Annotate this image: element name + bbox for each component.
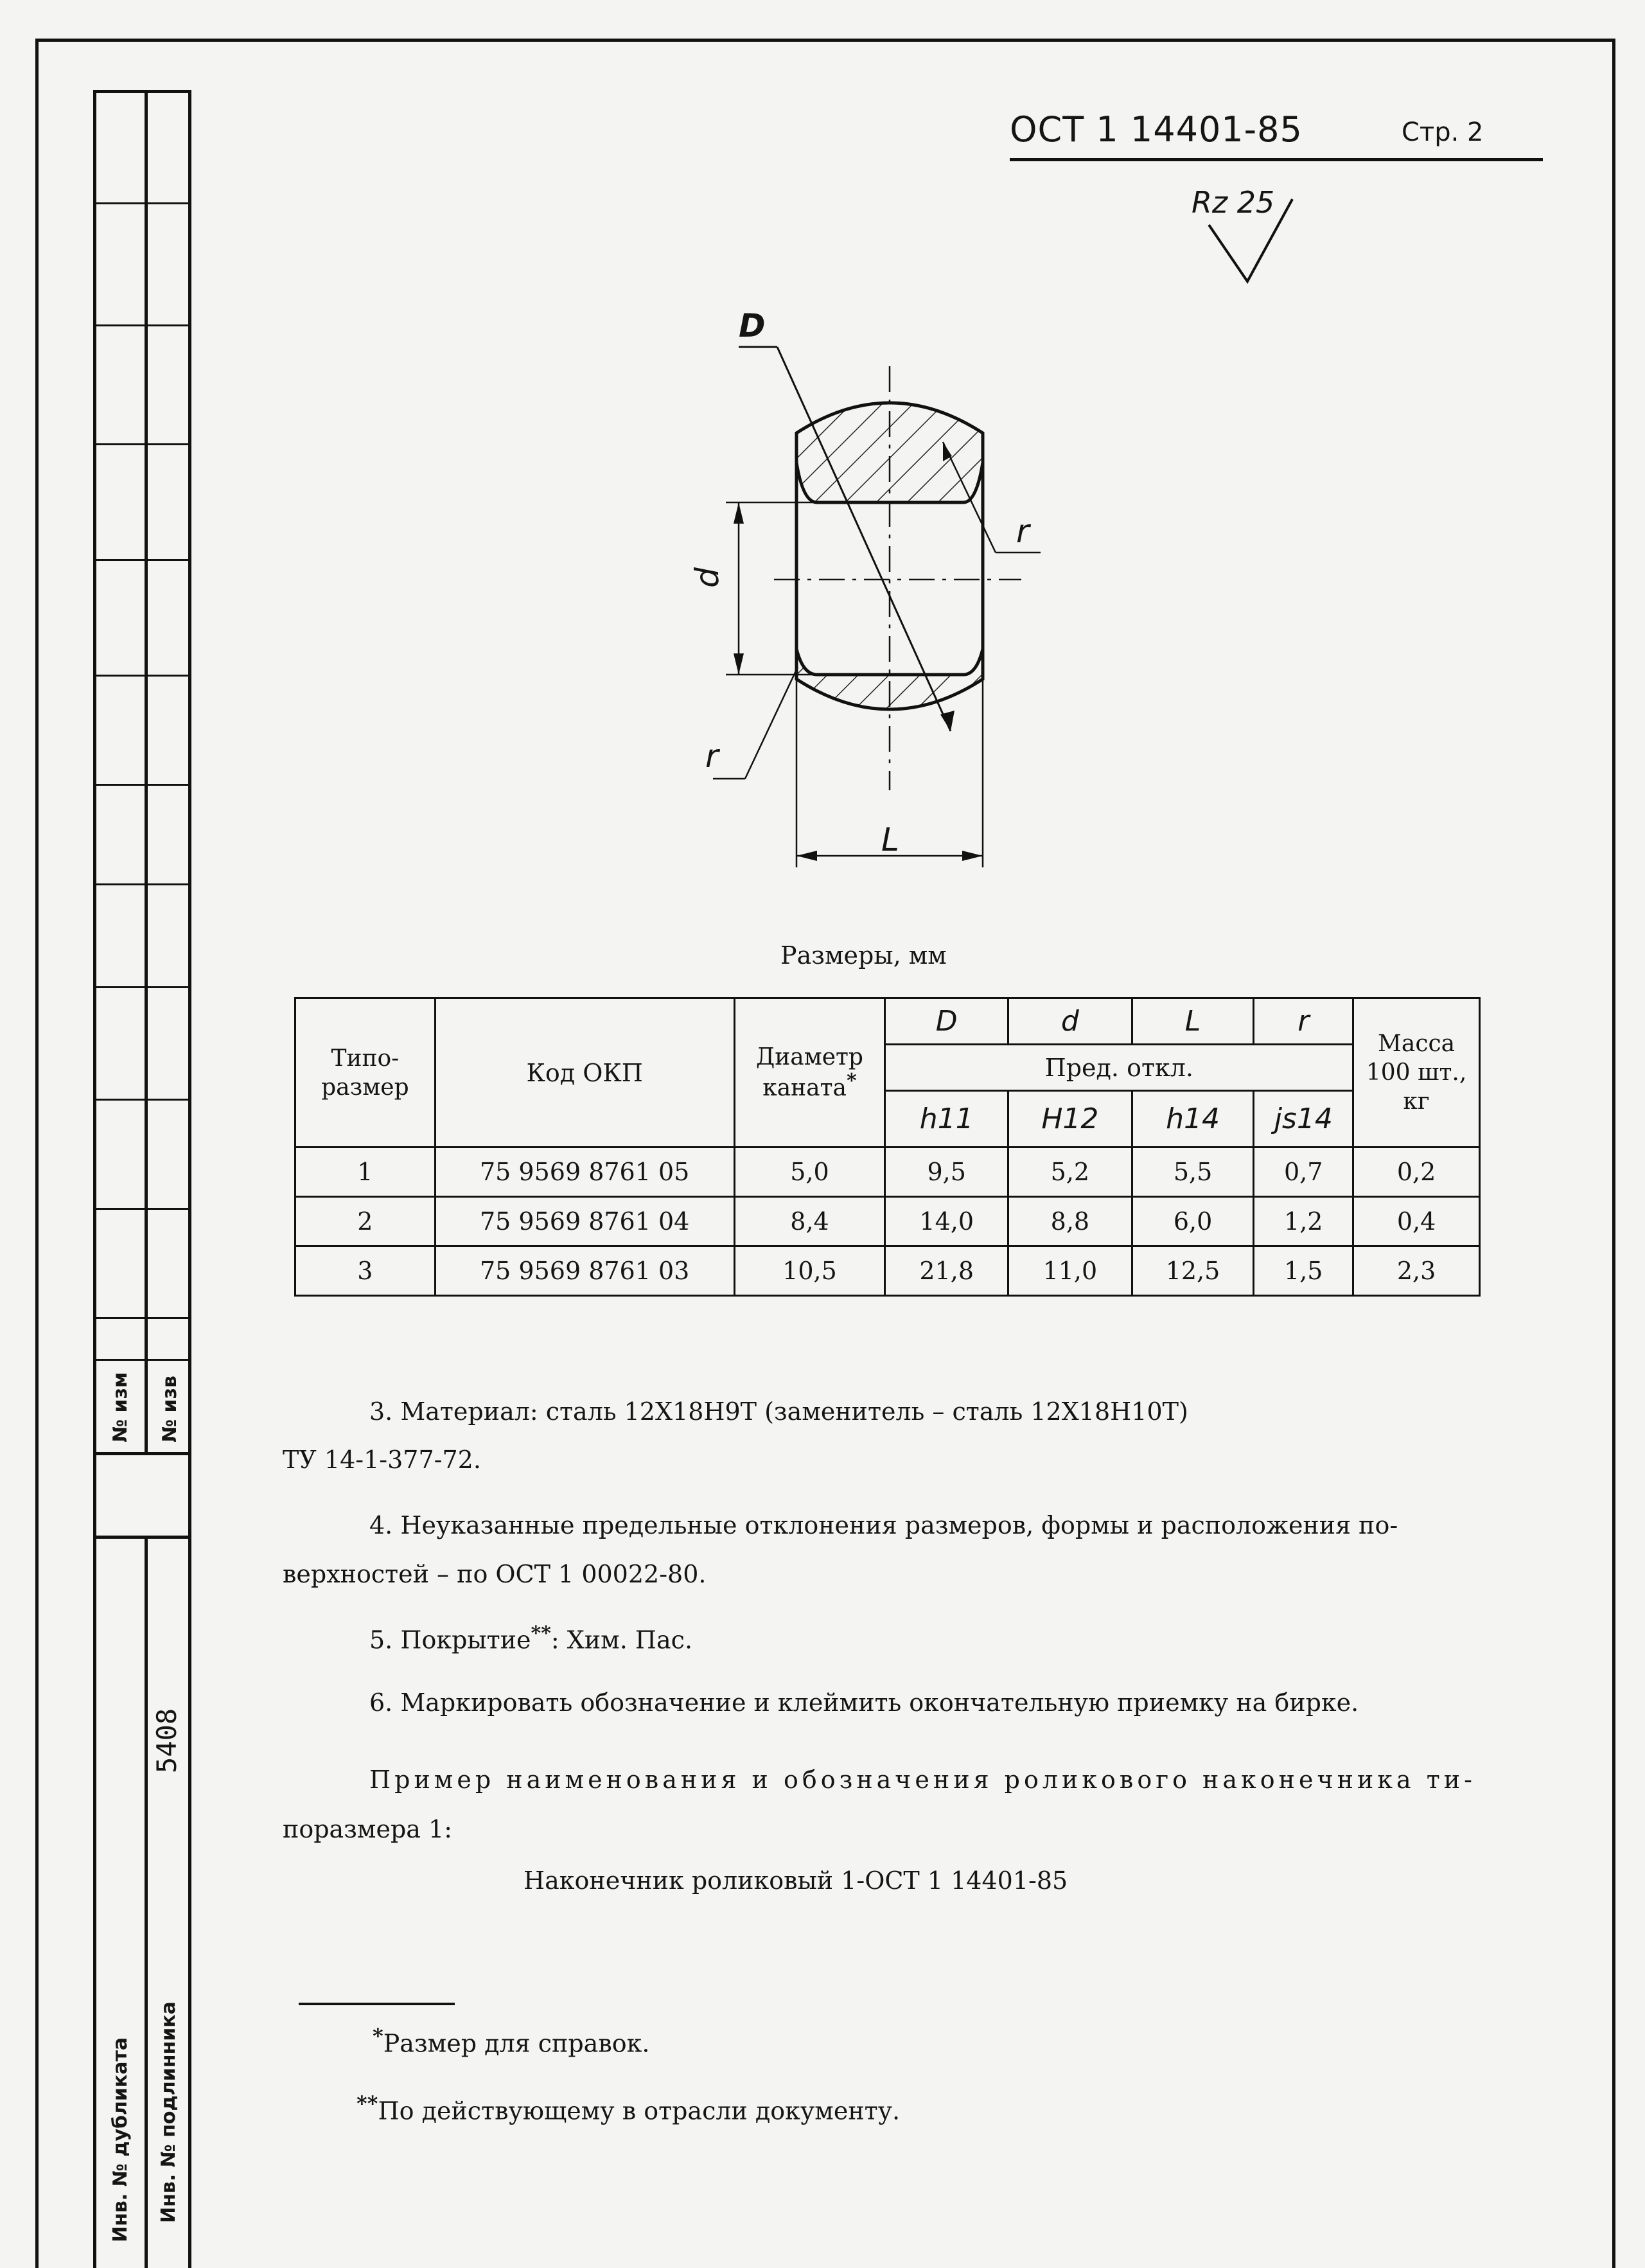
cell-r: 0,7	[1254, 1147, 1353, 1197]
note-4-line1: 4. Неуказанные предельные отклонения размеров, формы и расположения по-	[369, 1511, 1398, 1539]
table-row	[295, 1246, 1480, 1296]
header-tol-D: h11	[885, 1091, 1008, 1147]
example-line1: Пример наименования и обозначения роликового наконечника ти-	[369, 1766, 1476, 1794]
roughness-label: Rz 25	[1192, 185, 1275, 220]
label-L: L	[881, 821, 899, 858]
cell-L: 12,5	[1132, 1246, 1254, 1296]
cell-rope: 8,4	[734, 1197, 885, 1246]
cell-mass: 0,2	[1353, 1147, 1480, 1197]
cell-mass: 0,4	[1353, 1197, 1480, 1246]
cell-L: 6,0	[1132, 1197, 1254, 1246]
label-r-bottom: r	[705, 738, 719, 775]
cell-type: 1	[295, 1147, 435, 1197]
sidebar-izm: № изм	[109, 1372, 132, 1442]
roughness-symbol-icon	[1201, 193, 1298, 289]
document-code: ОСТ 1 14401-85	[1010, 109, 1303, 150]
table-caption: Размеры, мм	[780, 941, 947, 970]
cell-L: 5,5	[1132, 1147, 1254, 1197]
cell-okp: 75 9569 8761 03	[435, 1246, 734, 1296]
cell-D: 14,0	[885, 1197, 1008, 1246]
sidebar-number: 5408	[151, 1708, 182, 1773]
header-tol-L: h14	[1132, 1091, 1254, 1147]
cell-D: 9,5	[885, 1147, 1008, 1197]
sidebar-izv: № изв	[159, 1376, 181, 1442]
header-dim-d: d	[1008, 998, 1132, 1045]
label-d: d	[688, 567, 726, 588]
header-dim-D: D	[885, 998, 1008, 1045]
cell-type: 3	[295, 1246, 435, 1296]
cell-d: 5,2	[1008, 1147, 1132, 1197]
note-5: 5. Покрытие**: Хим. Пас.	[369, 1622, 693, 1654]
header-rope-diameter: Диаметр каната*	[734, 998, 885, 1147]
note-3-line2: ТУ 14-1-377-72.	[283, 1446, 481, 1474]
header-okp: Код ОКП	[435, 998, 734, 1147]
cell-D: 21,8	[885, 1246, 1008, 1296]
note-6: 6. Маркировать обозначение и клеймить окончательную приемку на бирке.	[369, 1688, 1359, 1717]
header-mass: Масса 100 шт., кг	[1353, 998, 1480, 1147]
cell-type: 2	[295, 1197, 435, 1246]
note-3-line1: 3. Материал: сталь 12Х18Н9Т (заменитель – сталь 12Х18Н10Т)	[369, 1397, 1188, 1426]
cell-okp: 75 9569 8761 05	[435, 1147, 734, 1197]
footnote-1: *Размер для справок.	[373, 2024, 650, 2058]
roller-drawing	[674, 302, 1137, 887]
cell-okp: 75 9569 8761 04	[435, 1197, 734, 1246]
cell-rope: 10,5	[734, 1246, 885, 1296]
header-type-size: Типо- размер	[295, 998, 435, 1147]
header-dim-r: r	[1254, 998, 1353, 1045]
header-dim-L: L	[1132, 998, 1254, 1045]
cell-r: 1,5	[1254, 1246, 1353, 1296]
cell-mass: 2,3	[1353, 1246, 1480, 1296]
example-line2: поразмера 1:	[283, 1815, 452, 1843]
label-D: D	[739, 307, 766, 344]
cell-d: 8,8	[1008, 1197, 1132, 1246]
header-tol-r: js14	[1254, 1091, 1353, 1147]
note-4-line2: верхностей – по ОСТ 1 00022-80.	[283, 1560, 707, 1588]
label-r-top: r	[1016, 513, 1030, 550]
header-tol-d: H12	[1008, 1091, 1132, 1147]
sidebar-dublikat: Инв. № дубликата	[109, 2037, 132, 2242]
header-tolerance-group: Пред. откл.	[885, 1045, 1353, 1091]
page-number: Стр. 2	[1402, 118, 1484, 147]
cell-rope: 5,0	[734, 1147, 885, 1197]
cell-r: 1,2	[1254, 1197, 1353, 1246]
table-row	[295, 1197, 1480, 1246]
designation-example: Наконечник роликовый 1-ОСТ 1 14401-85	[523, 1866, 1068, 1895]
table-row	[295, 1147, 1480, 1197]
cell-d: 11,0	[1008, 1246, 1132, 1296]
footnote-2: **По действующему в отрасли документу.	[356, 2091, 901, 2125]
dimensions-table	[294, 997, 1481, 1297]
sidebar-podlinnik: Инв. № подлинника	[157, 2001, 180, 2223]
